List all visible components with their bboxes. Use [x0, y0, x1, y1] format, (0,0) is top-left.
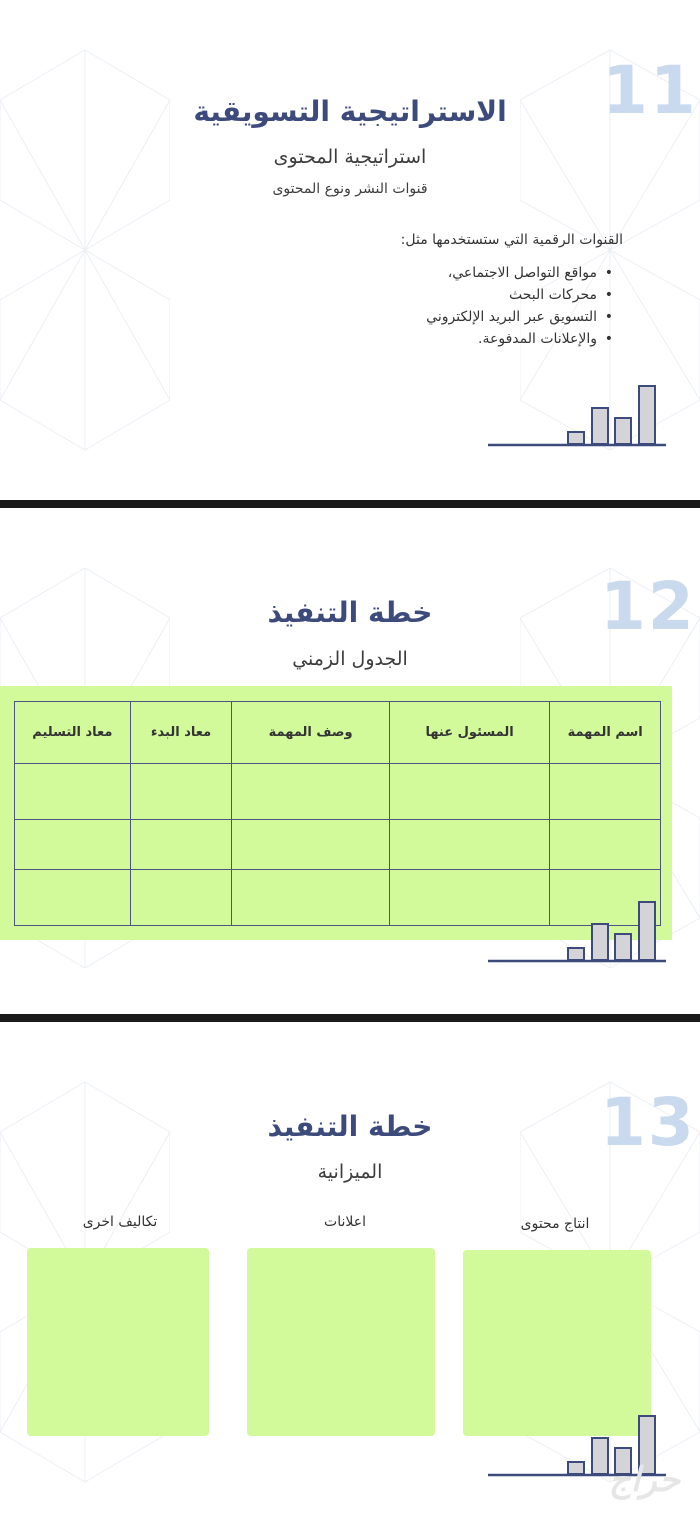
- table-row: [15, 764, 661, 820]
- table-cell[interactable]: [550, 764, 661, 820]
- slide-subtitle: استراتيجية المحتوى: [273, 146, 427, 168]
- table-cell[interactable]: [130, 820, 232, 870]
- slide-number: 13: [600, 1084, 696, 1161]
- bar-chart-icon: [488, 898, 668, 966]
- slide-title: خطة التنفيذ: [267, 1110, 433, 1143]
- table-header-row: [15, 702, 661, 764]
- table-cell[interactable]: [389, 820, 550, 870]
- column-label-content: انتاج محتوى: [520, 1216, 590, 1232]
- header-responsible: المسئول عنها: [389, 702, 550, 764]
- table-cell[interactable]: [232, 870, 389, 926]
- column-label-ads: اعلانات: [324, 1214, 366, 1230]
- bullet-item: • التسويق عبر البريد الإلكتروني: [426, 306, 597, 328]
- table-row: [15, 820, 661, 870]
- budget-box-ads[interactable]: [247, 1248, 435, 1436]
- header-task-name: اسم المهمة: [550, 702, 661, 764]
- slide-title: خطة التنفيذ: [267, 596, 433, 629]
- header-start-date: معاد البدء: [130, 702, 232, 764]
- lead-text: القنوات الرقمية التي ستستخدمها مثل:: [400, 232, 623, 248]
- table-cell[interactable]: [130, 764, 232, 820]
- bullet-list: [426, 262, 615, 350]
- budget-box-other-costs[interactable]: [27, 1248, 209, 1436]
- slide-separator: [0, 500, 700, 508]
- table-cell[interactable]: [15, 870, 131, 926]
- bar-chart-icon: [488, 382, 668, 450]
- column-label-other-costs: تكاليف اخرى: [82, 1214, 158, 1230]
- slide-11: [0, 0, 700, 500]
- table-cell[interactable]: [550, 820, 661, 870]
- header-task-description: وصف المهمة: [232, 702, 389, 764]
- slide-section: قنوات النشر ونوع المحتوى: [272, 181, 428, 197]
- slide-title: الاستراتيجية التسويقية: [193, 95, 507, 128]
- slide-number: 11: [602, 52, 698, 129]
- budget-box-content[interactable]: [463, 1250, 651, 1436]
- slide-subtitle: الجدول الزمني: [292, 648, 408, 670]
- table-cell[interactable]: [232, 820, 389, 870]
- schedule-table: [14, 701, 661, 926]
- slide-subtitle: الميزانية: [317, 1161, 383, 1183]
- slide-number: 12: [600, 568, 696, 645]
- table-cell[interactable]: [15, 820, 131, 870]
- header-delivery-date: معاد التسليم: [15, 702, 131, 764]
- table-cell[interactable]: [389, 764, 550, 820]
- watermark-logo: حراج: [608, 1460, 680, 1500]
- bullet-item: • والإعلانات المدفوعة.: [426, 328, 597, 350]
- bullet-item: • مواقع التواصل الاجتماعي،: [426, 262, 597, 284]
- slide-separator: [0, 1014, 700, 1022]
- slide-12: [0, 508, 700, 1014]
- table-cell[interactable]: [130, 870, 232, 926]
- table-cell[interactable]: [232, 764, 389, 820]
- table-cell[interactable]: [15, 764, 131, 820]
- bullet-item: • محركات البحث: [426, 284, 597, 306]
- slide-13: [0, 1022, 700, 1514]
